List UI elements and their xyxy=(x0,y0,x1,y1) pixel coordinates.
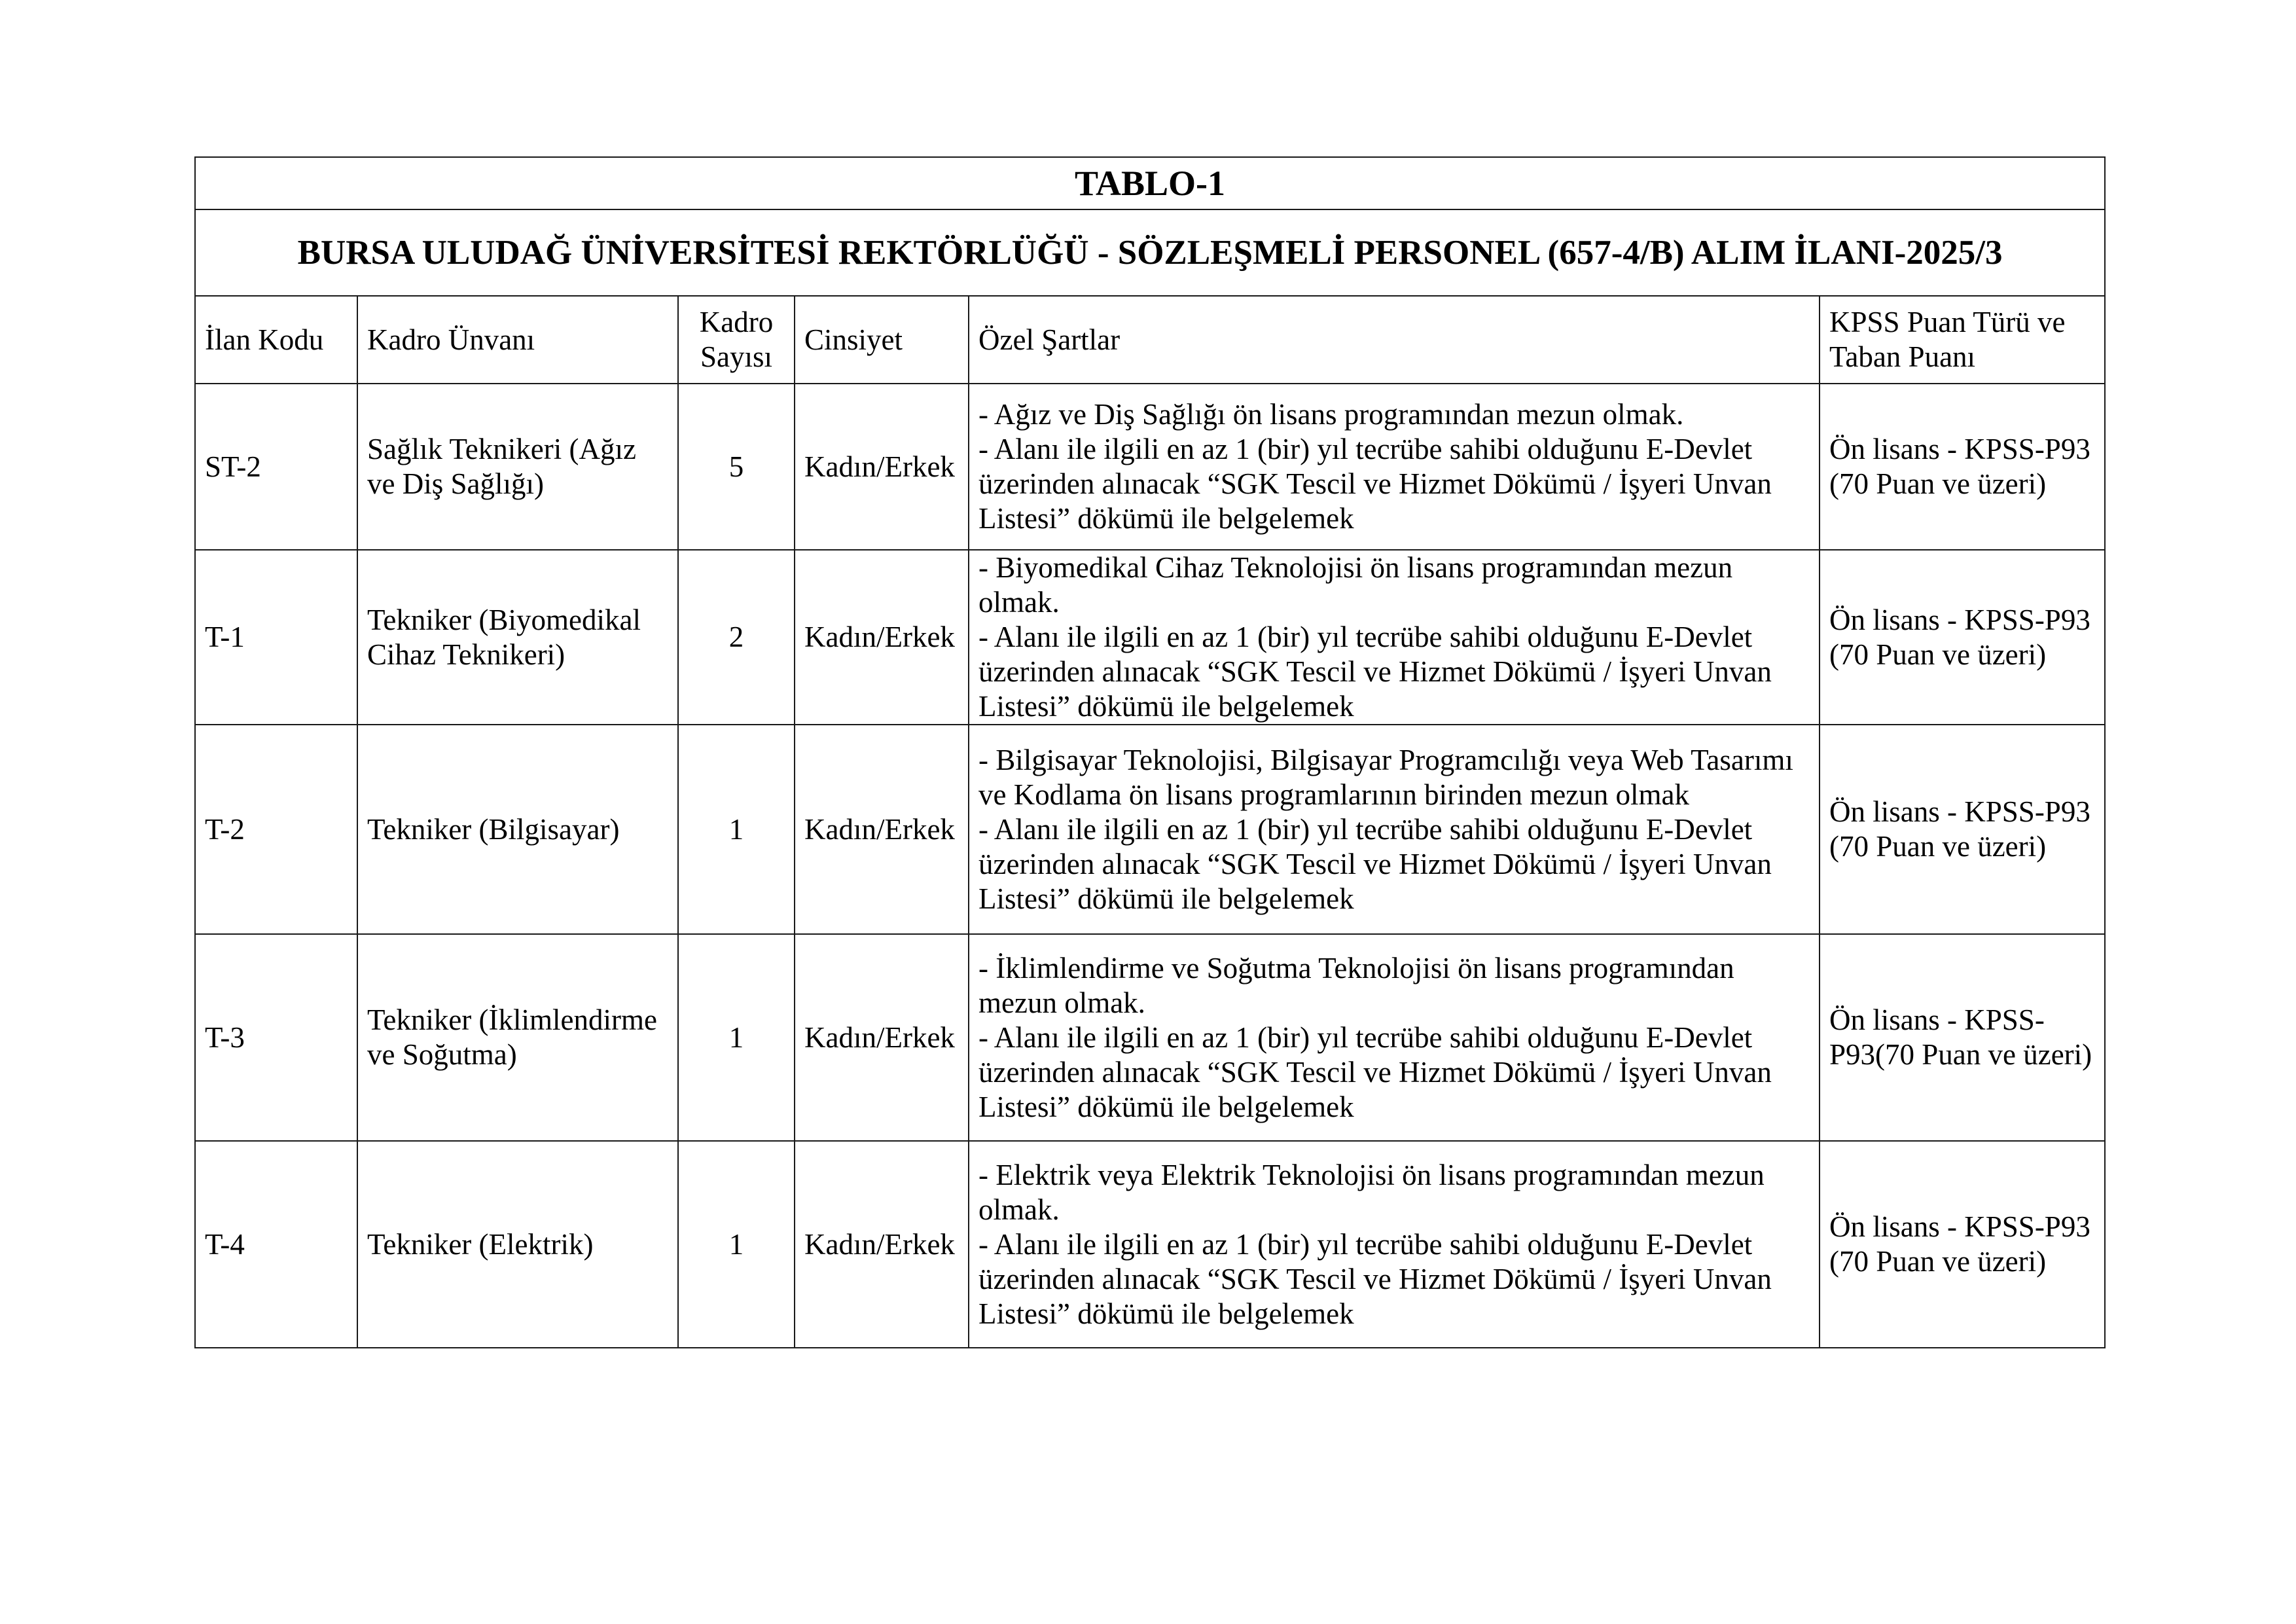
cell-gender: Kadın/Erkek xyxy=(795,934,969,1141)
cell-title: Tekniker (Bilgisayar) xyxy=(357,725,678,934)
column-header-row xyxy=(195,296,2105,384)
cell-title: Sağlık Teknikeri (Ağız ve Diş Sağlığı) xyxy=(357,384,678,550)
cell-conditions: - Elektrik veya Elektrik Teknolojisi ön lisans programından mezun olmak. - Alanı ile ilgili en az 1 (bir) yıl tecrübe sahibi olduğunu E-Devlet üzerinden alınacak “SGK Tescil ve Hizmet Dökümü / İşyeri Unvan Listesi” dökümü ile belgelemek xyxy=(969,1141,1820,1348)
cell-conditions: - Ağız ve Diş Sağlığı ön lisans programından mezun olmak. - Alanı ile ilgili en az 1 (bir) yıl tecrübe sahibi olduğunu E-Devlet üzerinden alınacak “SGK Tescil ve Hizmet Dökümü / İşyeri Unvan Listesi” dökümü ile belgelemek xyxy=(969,384,1820,550)
cell-code: T-2 xyxy=(195,725,357,934)
cell-conditions: - İklimlendirme ve Soğutma Teknolojisi ön lisans programından mezun olmak. - Alanı ile ilgili en az 1 (bir) yıl tecrübe sahibi olduğunu E-Devlet üzerinden alınacak “SGK Tescil ve Hizmet Dökümü / İşyeri Unvan Listesi” dökümü ile belgelemek xyxy=(969,934,1820,1141)
column-header-count: Kadro Sayısı xyxy=(678,296,795,384)
cell-code: T-3 xyxy=(195,934,357,1141)
cell-count: 1 xyxy=(678,1141,795,1348)
table-heading: BURSA ULUDAĞ ÜNİVERSİTESİ REKTÖRLÜĞÜ - SÖZLEŞMELİ PERSONEL (657-4/B) ALIM İLANI-2025/3 xyxy=(195,209,2105,296)
cell-gender: Kadın/Erkek xyxy=(795,725,969,934)
cell-code: T-1 xyxy=(195,550,357,725)
cell-gender: Kadın/Erkek xyxy=(795,1141,969,1348)
column-header-gender: Cinsiyet xyxy=(795,296,969,384)
column-header-kpss: KPSS Puan Türü ve Taban Puanı xyxy=(1820,296,2105,384)
table-row xyxy=(195,934,2105,1141)
cell-count: 1 xyxy=(678,725,795,934)
cell-title: Tekniker (Elektrik) xyxy=(357,1141,678,1348)
cell-gender: Kadın/Erkek xyxy=(795,384,969,550)
table-row xyxy=(195,384,2105,550)
table-label: TABLO-1 xyxy=(195,157,2105,209)
cell-title: Tekniker (İklimlendirme ve Soğutma) xyxy=(357,934,678,1141)
cell-kpss: Ön lisans - KPSS-P93(70 Puan ve üzeri) xyxy=(1820,934,2105,1141)
cell-code: ST-2 xyxy=(195,384,357,550)
cell-kpss: Ön lisans - KPSS-P93 (70 Puan ve üzeri) xyxy=(1820,550,2105,725)
table-heading-row xyxy=(195,209,2105,296)
column-header-title: Kadro Ünvanı xyxy=(357,296,678,384)
cell-kpss: Ön lisans - KPSS-P93 (70 Puan ve üzeri) xyxy=(1820,725,2105,934)
announcement-table xyxy=(194,156,2106,1348)
table-row xyxy=(195,550,2105,725)
cell-gender: Kadın/Erkek xyxy=(795,550,969,725)
cell-conditions: - Bilgisayar Teknolojisi, Bilgisayar Programcılığı veya Web Tasarımı ve Kodlama ön lisans programlarının birinden mezun olmak - Alanı ile ilgili en az 1 (bir) yıl tecrübe sahibi olduğunu E-Devlet üzerinden alınacak “SGK Tescil ve Hizmet Dökümü / İşyeri Unvan Listesi” dökümü ile belgelemek xyxy=(969,725,1820,934)
cell-kpss: Ön lisans - KPSS-P93 (70 Puan ve üzeri) xyxy=(1820,1141,2105,1348)
cell-count: 1 xyxy=(678,934,795,1141)
table-row xyxy=(195,1141,2105,1348)
table-row xyxy=(195,725,2105,934)
cell-kpss: Ön lisans - KPSS-P93 (70 Puan ve üzeri) xyxy=(1820,384,2105,550)
cell-count: 5 xyxy=(678,384,795,550)
column-header-conditions: Özel Şartlar xyxy=(969,296,1820,384)
cell-count: 2 xyxy=(678,550,795,725)
column-header-code: İlan Kodu xyxy=(195,296,357,384)
table-label-row xyxy=(195,157,2105,209)
cell-conditions: - Biyomedikal Cihaz Teknolojisi ön lisans programından mezun olmak. - Alanı ile ilgili en az 1 (bir) yıl tecrübe sahibi olduğunu E-Devlet üzerinden alınacak “SGK Tescil ve Hizmet Dökümü / İşyeri Unvan Listesi” dökümü ile belgelemek xyxy=(969,550,1820,725)
cell-title: Tekniker (Biyomedikal Cihaz Teknikeri) xyxy=(357,550,678,725)
cell-code: T-4 xyxy=(195,1141,357,1348)
